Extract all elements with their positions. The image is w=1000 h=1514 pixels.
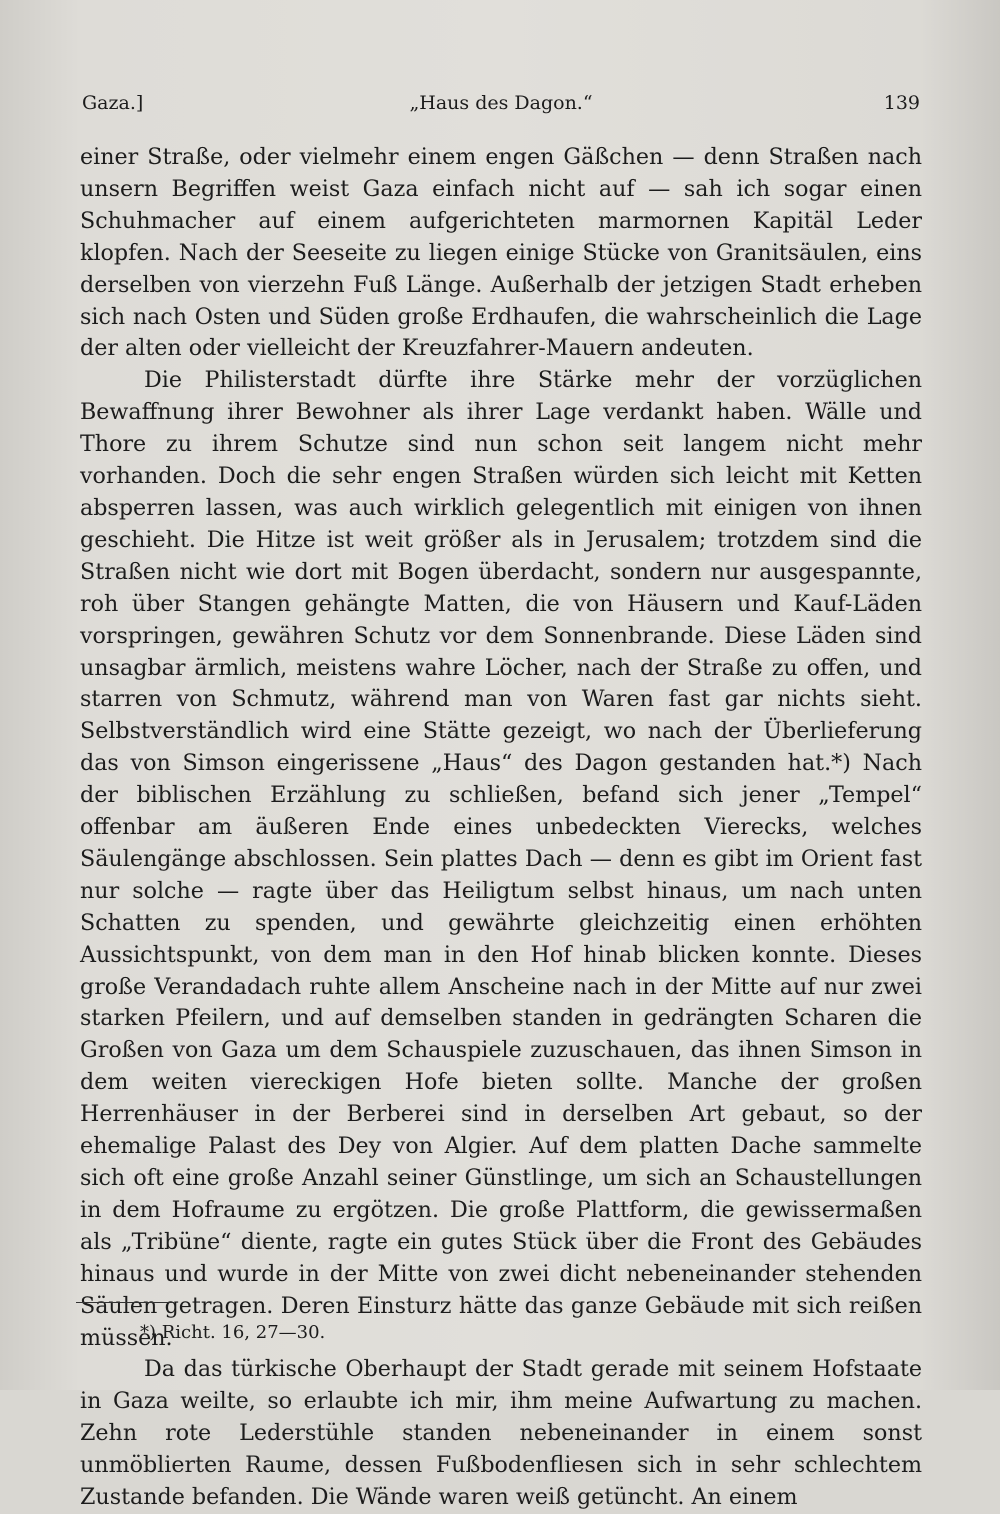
header-title: „Haus des Dagon.“ bbox=[409, 92, 593, 114]
footnote-divider bbox=[76, 1302, 174, 1303]
paragraph-2: Die Philisterstadt dürfte ihre Stärke mehr der vorzüglichen Bewaffnung ihrer Bewohner als ihrer Lage verdankt haben. Wälle und Thore zu ihrem Schutze sind nun schon seit langem nicht mehr vorhanden. Doch die sehr engen Straßen würden sich leicht mit Ketten absperren lassen, was auch wirklich gelegentlich mit einigen von ihnen geschieht. Die Hitze ist weit größer als in Jerusalem; trotzdem sind die Straßen nicht wie dort mit Bogen überdacht, sondern nur ausgespannte, roh über Stangen gehängte Matten, die von Häusern und Kauf-Läden vorspringen, gewähren Schutz vor dem Sonnenbrande. Diese Läden sind unsagbar ärmlich, meistens wahre Löcher, nach der Straße zu offen, und starren von Schmutz, während man von Waren fast gar nichts sieht. Selbstverständlich wird eine Stätte gezeigt, wo nach der Überlieferung das von Simson eingerissene „Haus“ des Dagon gestanden hat.*) Nach der biblischen Erzählung zu schließen, befand sich jener „Tempel“ offenbar am äußeren Ende eines unbedeckten Vierecks, welches Säulengänge abschlossen. Sein plattes Dach — denn es gibt im Orient fast nur solche — ragte über das Heiligtum selbst hinaus, um nach unten Schatten zu spenden, und gewährte gleichzeitig einen erhöhten Aussichtspunkt, von dem man in den Hof hinab blicken konnte. Dieses große Verandadach ruhte allem Anscheine nach in der Mitte auf nur zwei starken Pfeilern, und auf demselben standen in gedrängten Scharen die Großen von Gaza um dem Schauspiele zuzuschauen, das ihnen Simson in dem weiten viereckigen Hofe bieten sollte. Manche der großen Herrenhäuser in der Berberei sind in derselben Art gebaut, so der ehemalige Palast des Dey von Algier. Auf dem platten Dache sammelte sich oft eine große Anzahl seiner Günstlinge, um sich an Schaustellungen in dem Hofraume zu ergötzen. Die große Plattform, die gewissermaßen als „Tribüne“ diente, ragte ein gutes Stück über die Front des Gebäudes hinaus und wurde in der Mitte von zwei dicht nebeneinander stehenden Säulen getragen. Deren Einsturz hätte das ganze Gebäude mit sich reißen müssen. bbox=[80, 367, 922, 1351]
paragraph-3: Da das türkische Oberhaupt der Stadt gerade mit seinem Hofstaate in Gaza weilte, so erlaubte ich mir, ihm meine Aufwartung zu machen. Zehn rote Lederstühle standen nebeneinander in einem sonst unmöblierten Raume, dessen Fußbodenfliesen sich in sehr schlechtem Zustande befanden. Die Wände waren weiß getüncht. An einem bbox=[80, 1356, 922, 1511]
paragraph-1: einer Straße, oder vielmehr einem engen Gäßchen — denn Straßen nach unsern Begriffen weist Gaza einfach nicht auf — sah ich sogar einen Schuhmacher auf einem aufgerichteten marmornen Kapitäl Leder klopfen. Nach der Seeseite zu liegen einige Stücke von Granitsäulen, eins derselben von vierzehn Fuß Länge. Außerhalb der jetzigen Stadt erheben sich nach Osten und Süden große Erdhaufen, die wahrscheinlich die Lage der alten oder vielleicht der Kreuzfahrer-Mauern andeuten. bbox=[80, 144, 922, 362]
footnote: *) Richt. 16, 27—30. bbox=[140, 1322, 326, 1343]
body-text bbox=[80, 142, 922, 1514]
page-number: 139 bbox=[883, 92, 920, 114]
running-head bbox=[82, 92, 920, 122]
header-section-label: Gaza.] bbox=[82, 92, 144, 114]
